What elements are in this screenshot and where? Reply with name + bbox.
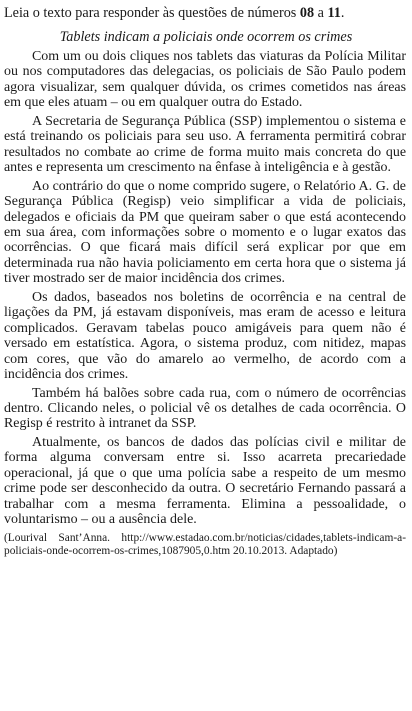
end-question-number: 11 <box>327 5 341 21</box>
article-paragraph-1: Com um ou dois cliques nos tablets das viaturas da Polícia Militar ou nos computadores das delegacias, os policiais de São Paulo podem agora visualizar, sem qualquer dúvida, os crimes cometidos nas áreas em que eles atuam – ou em qualquer outra do Estado. <box>4 49 406 111</box>
article-paragraph-6: Atualmente, os bancos de dados das polícias civil e militar de forma alguma conversam entre si. Isso acarreta precariedade operacional, já que o que uma polícia sabe a respeito de um mesmo crime pode ser desconhecido da outra. O secretário Fernando passará a trabalhar com a mesma ferramenta. Elimina a pessoalidade, o voluntarismo – ou a ausência dele. <box>4 434 406 528</box>
instruction-connector: a <box>314 5 328 21</box>
start-question-number: 08 <box>299 5 315 21</box>
article-paragraph-5: Também há balões sobre cada rua, com o número de ocorrências dentro. Clicando neles, o policial vê os detalhes de cada ocorrência. O Regisp é restrito à intranet da SSP. <box>4 385 406 432</box>
article-paragraph-2: A Secretaria de Segurança Pública (SSP) implementou o sistema e está treinando os policiais para seu uso. A ferramenta permitirá cobrar resultados no combate ao crime de forma muito mais concreta do que antes e representa um crescimento na ênfase à inteligência e à gestão. <box>4 113 406 176</box>
article-source-citation: (Lourival Sant’Anna. http://www.estadao.com.br/noticias/cidades,tablets-indicam-a-policiais-onde-ocorrem-os-crimes,1087905,0.htm 20.10.2013. Adaptado) <box>4 531 406 558</box>
instruction-line <box>4 4 408 22</box>
instruction-text: Leia o texto para responder às questões de números <box>4 5 300 21</box>
article-paragraph-4: Os dados, baseados nos boletins de ocorrência e na central de ligações da PM, já estavam disponíveis, mas eram de acesso e leitura complicados. Geravam tabelas pouco amigáveis para quem não é versado em estatística. Agora, o sistema produz, com nitidez, mapas com cores, que vão do amarelo ao vermelho, de acordo com a incidência dos crimes. <box>4 289 406 383</box>
instruction-period: . <box>340 5 345 21</box>
article-title: Tablets indicam a policiais onde ocorrem os crimes <box>59 29 353 45</box>
article-paragraph-3: Ao contrário do que o nome comprido sugere, o Relatório A. G. de Segurança Pública (Regisp) veio simplificar a vida de policiais, delegados e oficiais da PM que queiram saber o que está acontecendo em sua área, com informações sobre o momento e o lugar exatos das ocorrências. O que ficará mais difícil será explicar por que em determinada rua não havia policiamento em certa hora que o sistema já tiver mostrado ser de maior incidência dos crimes. <box>4 178 406 287</box>
